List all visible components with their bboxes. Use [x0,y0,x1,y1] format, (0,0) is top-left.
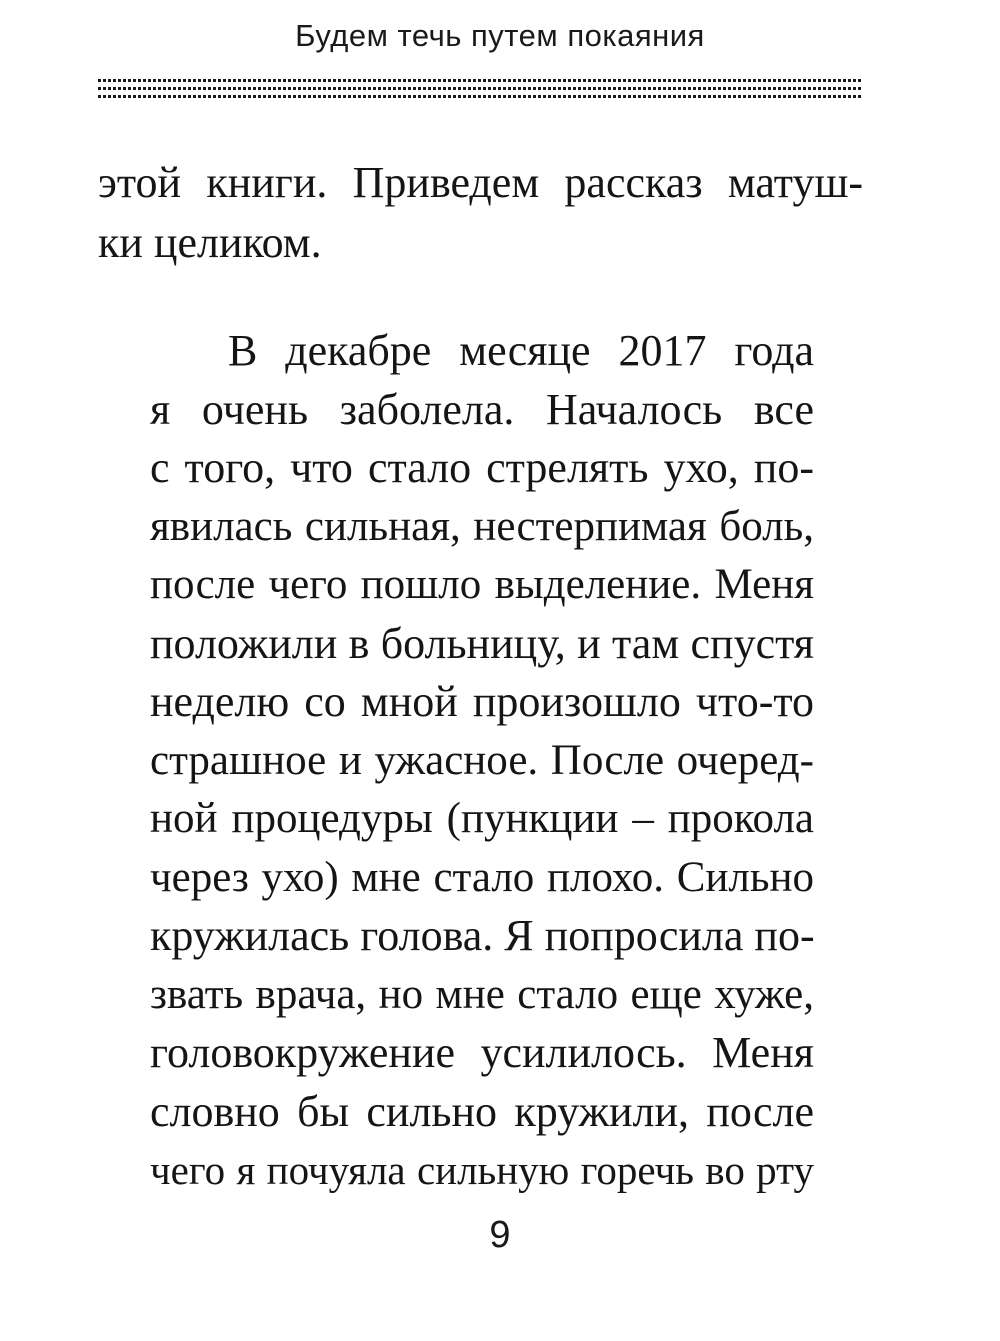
text-line: с того, что стало стрелять ухо, по- [150,443,814,492]
text-line: чего я почуяла сильную горечь во рту [150,1147,814,1193]
header-rule [98,95,861,98]
text-line: явилась сильная, нестерпимая боль, [150,502,814,550]
text-line: головокружение усилилось. Меня [150,1028,814,1077]
text-line: звать врача, но мне стало еще хуже, [150,970,814,1018]
text-line: после чего пошло выделение. Меня [150,561,814,608]
running-title: Будем течь путем покаяния [295,18,705,53]
page-number: 9 [489,1214,511,1256]
text-line: страшное и ужасное. После очеред- [150,736,814,784]
text-line: положили в больницу, и там спустя [150,618,814,668]
text-line: В декабре месяце 2017 года [228,326,814,375]
text-line: неделю со мной произошло что-то [150,677,814,726]
text-line: словно бы сильно кружили, после [150,1086,814,1136]
header-rule [98,79,861,82]
text-line: ной процедуры (пункции – прокола [150,795,814,842]
header-rule [98,87,861,90]
story-paragraph [150,322,814,1200]
text-line: ки целиком. [98,218,322,267]
text-line: через ухо) мне стало плохо. Сильно [150,853,814,901]
intro-paragraph [98,153,863,273]
text-line: я очень заболела. Началось все [150,384,814,434]
text-line: кружилась голова. Я попросила по- [150,911,815,960]
text-line: этой книги. Приведем рассказ матуш- [98,158,863,207]
